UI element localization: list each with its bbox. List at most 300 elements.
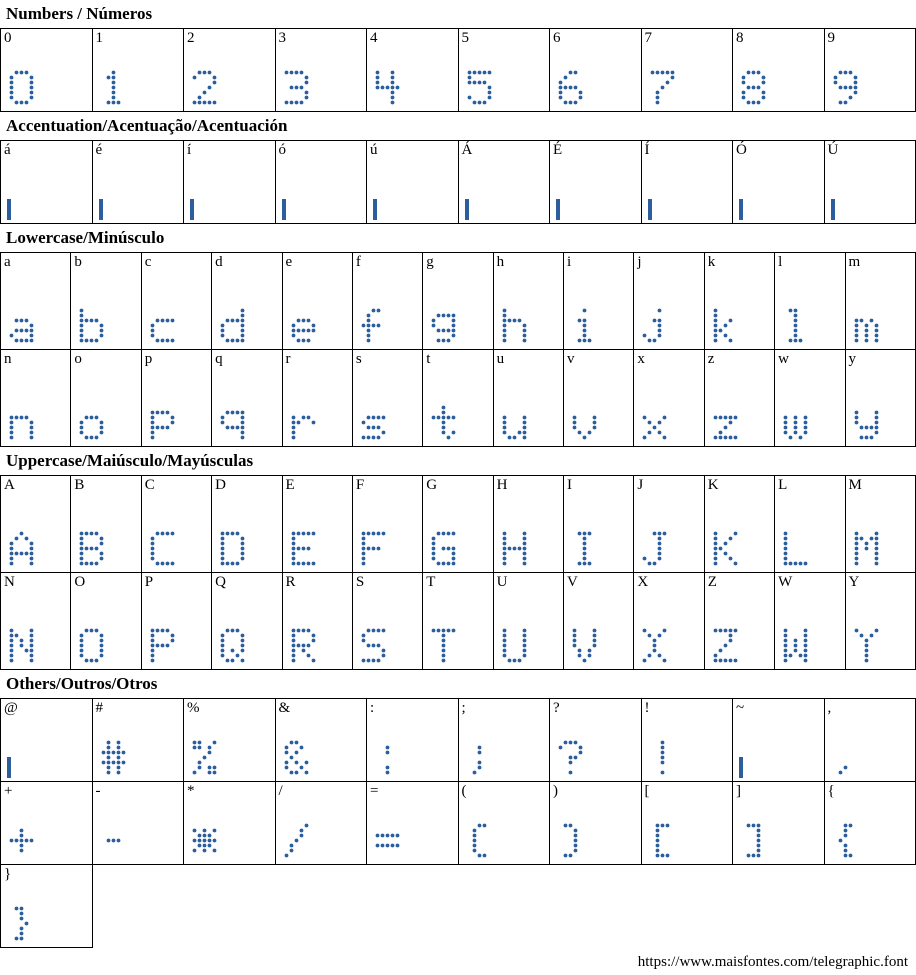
glyph-cell (1, 573, 71, 670)
glyph-preview (781, 403, 810, 442)
glyph-cell (283, 573, 353, 670)
glyph-label: é (95, 142, 103, 158)
glyph-cell (1, 699, 93, 782)
glyph-label: É (553, 142, 563, 158)
glyph-label: w (778, 351, 789, 367)
glyph-preview (831, 821, 860, 860)
glyph-label: Y (848, 574, 860, 590)
glyph-cell (775, 476, 845, 573)
glyph-cell (825, 699, 916, 782)
glyph-label: , (827, 700, 832, 716)
glyph-cell (276, 782, 368, 865)
glyph-preview (289, 403, 318, 442)
glyph-label: ~ (736, 700, 745, 716)
glyph-preview (640, 626, 669, 665)
glyph-preview (640, 306, 669, 345)
glyph-cell (423, 573, 493, 670)
glyph-cell (459, 29, 551, 112)
glyph-label: ; (461, 700, 466, 716)
glyph-preview (148, 529, 177, 568)
glyph-cell (733, 782, 825, 865)
glyph-preview (852, 403, 881, 442)
glyph-preview (640, 403, 669, 442)
glyph-preview (739, 821, 768, 860)
glyph-preview (570, 403, 599, 442)
glyph-preview (7, 626, 36, 665)
glyph-missing-box (282, 199, 286, 220)
glyph-preview (282, 738, 311, 777)
glyph-label: R (285, 574, 296, 590)
glyph-label: : (370, 700, 375, 716)
glyph-cell (494, 476, 564, 573)
glyph-preview (852, 306, 881, 345)
glyph-missing-box (7, 199, 11, 220)
glyph-cell (423, 253, 493, 350)
glyph-label: E (285, 477, 295, 493)
glyph-label: & (278, 700, 291, 716)
glyph-label: # (95, 700, 103, 716)
glyph-cell (642, 699, 734, 782)
glyph-preview (218, 529, 247, 568)
glyph-cell (212, 476, 282, 573)
glyph-preview (648, 821, 677, 860)
glyph-missing-box (190, 199, 194, 220)
glyph-preview (570, 306, 599, 345)
glyph-cell (367, 699, 459, 782)
glyph-preview (739, 68, 768, 107)
glyph-cell (71, 573, 141, 670)
glyph-preview (711, 306, 740, 345)
glyph-preview (7, 759, 11, 777)
glyph-preview (7, 821, 36, 860)
glyph-cell (1, 29, 93, 112)
glyph-cell (142, 573, 212, 670)
glyph-preview (831, 201, 835, 219)
glyph-cell (705, 573, 775, 670)
glyph-cell (353, 573, 423, 670)
glyph-cell (846, 350, 916, 447)
glyph-grid-lowercase (0, 252, 916, 447)
glyph-missing-box (739, 199, 743, 220)
glyph-preview (739, 759, 743, 777)
glyph-missing-box (99, 199, 103, 220)
glyph-grid-accentuation (0, 140, 916, 224)
glyph-preview (190, 68, 219, 107)
glyph-cell (184, 141, 276, 224)
glyph-preview (640, 529, 669, 568)
glyph-label: D (215, 477, 226, 493)
glyph-preview (465, 738, 494, 777)
glyph-cell (1, 253, 71, 350)
glyph-preview (218, 306, 247, 345)
glyph-cell (283, 476, 353, 573)
glyph-preview (852, 529, 881, 568)
glyph-preview (500, 529, 529, 568)
glyph-cell (93, 29, 185, 112)
glyph-grid-uppercase (0, 475, 916, 670)
glyph-preview (429, 306, 458, 345)
glyph-label: M (848, 477, 862, 493)
glyph-cell (142, 253, 212, 350)
glyph-label: l (778, 254, 783, 270)
glyph-label: T (426, 574, 436, 590)
section-title-numbers: Numbers / Números (6, 4, 153, 23)
glyph-label: U (496, 574, 508, 590)
glyph-label: 2 (187, 30, 195, 46)
glyph-preview (99, 201, 103, 219)
glyph-preview (648, 68, 677, 107)
glyph-grid-others (0, 698, 916, 948)
glyph-cell (825, 29, 916, 112)
glyph-preview (7, 529, 36, 568)
glyph-cell (142, 476, 212, 573)
glyph-preview (500, 626, 529, 665)
glyph-cell (1, 782, 93, 865)
glyph-label: V (567, 574, 578, 590)
glyph-preview (739, 201, 743, 219)
glyph-cell (353, 350, 423, 447)
glyph-preview (7, 904, 36, 943)
glyph-label: J (637, 477, 644, 493)
glyph-preview (190, 821, 219, 860)
glyph-cell (775, 253, 845, 350)
glyph-label: q (215, 351, 223, 367)
glyph-label: 1 (95, 30, 103, 46)
glyph-cell (212, 350, 282, 447)
glyph-label: i (567, 254, 572, 270)
glyph-preview (465, 68, 494, 107)
glyph-label: z (707, 351, 715, 367)
glyph-preview (282, 821, 311, 860)
glyph-preview (556, 201, 560, 219)
glyph-cell (550, 699, 642, 782)
glyph-label: Í (644, 142, 650, 158)
glyph-preview (711, 403, 740, 442)
glyph-label: X (637, 574, 649, 590)
glyph-label: a (4, 254, 11, 270)
glyph-cell (71, 476, 141, 573)
glyph-cell (825, 141, 916, 224)
glyph-preview (711, 529, 740, 568)
glyph-missing-box (7, 757, 11, 778)
glyph-label: ó (278, 142, 286, 158)
glyph-preview (218, 626, 247, 665)
glyph-missing-box (373, 199, 377, 220)
glyph-cell (367, 141, 459, 224)
glyph-cell (93, 141, 185, 224)
glyph-preview (429, 626, 458, 665)
glyph-label: u (496, 351, 505, 367)
glyph-cell (634, 253, 704, 350)
glyph-cell (564, 476, 634, 573)
glyph-preview (148, 626, 177, 665)
glyph-label: j (637, 254, 642, 270)
glyph-label: ) (553, 783, 558, 799)
glyph-preview (7, 306, 36, 345)
glyph-preview (7, 201, 11, 219)
glyph-cell (642, 29, 734, 112)
glyph-label: s (355, 351, 362, 367)
glyph-preview (781, 626, 810, 665)
glyph-label: o (74, 351, 82, 367)
glyph-cell (494, 253, 564, 350)
glyph-cell (367, 782, 459, 865)
glyph-cell (1, 865, 93, 948)
glyph-label: C (144, 477, 155, 493)
glyph-label: 7 (644, 30, 652, 46)
glyph-preview (218, 403, 247, 442)
glyph-cell (367, 29, 459, 112)
glyph-cell (423, 350, 493, 447)
glyph-preview (570, 529, 599, 568)
glyph-cell (212, 253, 282, 350)
glyph-cell (423, 476, 493, 573)
glyph-label: 4 (370, 30, 378, 46)
glyph-preview (781, 529, 810, 568)
glyph-cell (634, 350, 704, 447)
glyph-cell (634, 476, 704, 573)
glyph-preview (429, 403, 458, 442)
glyph-cell (550, 782, 642, 865)
glyph-label: r (285, 351, 291, 367)
glyph-label: 0 (4, 30, 12, 46)
glyph-label: m (848, 254, 861, 270)
glyph-preview (648, 201, 652, 219)
glyph-label: G (426, 477, 438, 493)
glyph-label: F (355, 477, 365, 493)
glyph-label: c (144, 254, 152, 270)
glyph-label: h (496, 254, 505, 270)
glyph-preview (289, 529, 318, 568)
glyph-label: t (426, 351, 431, 367)
glyph-cell (276, 141, 368, 224)
glyph-cell (93, 699, 185, 782)
section-title-others: Others/Outros/Otros (6, 674, 158, 693)
glyph-cell (459, 141, 551, 224)
glyph-cell (212, 573, 282, 670)
glyph-cell (846, 573, 916, 670)
glyph-preview (373, 821, 402, 860)
glyph-preview (831, 738, 860, 777)
glyph-preview (648, 738, 677, 777)
glyph-preview (148, 403, 177, 442)
glyph-label: f (355, 254, 361, 270)
section-title-accentuation: Accentuation/Acentuação/Acentuación (6, 116, 288, 135)
glyph-preview (99, 738, 128, 777)
glyph-label: A (4, 477, 15, 493)
glyph-preview (7, 68, 36, 107)
glyph-preview (77, 626, 106, 665)
glyph-label: 3 (278, 30, 286, 46)
glyph-cell (353, 476, 423, 573)
glyph-label: - (95, 783, 101, 799)
glyph-label: ] (736, 783, 741, 799)
glyph-label: N (4, 574, 15, 590)
glyph-preview (465, 821, 494, 860)
glyph-label: { (827, 783, 835, 799)
glyph-cell (642, 141, 734, 224)
glyph-label: n (4, 351, 12, 367)
glyph-preview (429, 529, 458, 568)
glyph-preview (148, 306, 177, 345)
glyph-label: ú (370, 142, 378, 158)
glyph-cell (494, 573, 564, 670)
glyph-preview (831, 68, 860, 107)
glyph-preview (556, 821, 585, 860)
glyph-label: b (74, 254, 82, 270)
glyph-cell (705, 476, 775, 573)
glyph-label: % (187, 700, 200, 716)
glyph-preview (373, 68, 402, 107)
glyph-preview (359, 626, 388, 665)
glyph-preview (99, 68, 128, 107)
glyph-cell (93, 782, 185, 865)
glyph-label: P (144, 574, 154, 590)
glyph-preview (289, 306, 318, 345)
glyph-preview (556, 738, 585, 777)
glyph-cell (184, 699, 276, 782)
glyph-label: x (637, 351, 645, 367)
glyph-preview (359, 403, 388, 442)
glyph-preview (359, 306, 388, 345)
glyph-preview (781, 306, 810, 345)
glyph-preview (77, 529, 106, 568)
glyph-label: Q (215, 574, 226, 590)
glyph-cell (459, 699, 551, 782)
glyph-label: L (778, 477, 788, 493)
glyph-preview (282, 201, 286, 219)
glyph-preview (99, 821, 128, 860)
glyph-label: g (426, 254, 434, 270)
glyph-cell (283, 253, 353, 350)
section-title-lowercase: Lowercase/Minúsculo (6, 228, 165, 247)
glyph-label: d (215, 254, 223, 270)
glyph-label: / (278, 783, 283, 799)
glyph-cell (71, 350, 141, 447)
glyph-label: ! (644, 700, 650, 716)
glyph-cell (775, 350, 845, 447)
glyph-label: e (285, 254, 293, 270)
glyph-label: * (187, 783, 195, 799)
glyph-cell (276, 29, 368, 112)
glyph-label: 8 (736, 30, 744, 46)
glyph-cell (494, 350, 564, 447)
glyph-label: Z (707, 574, 717, 590)
glyph-preview (190, 738, 219, 777)
glyph-cell (1, 350, 71, 447)
glyph-preview (500, 306, 529, 345)
glyph-cell (846, 253, 916, 350)
glyph-cell (733, 141, 825, 224)
glyph-label: y (848, 351, 856, 367)
glyph-preview (359, 529, 388, 568)
glyph-cell (705, 253, 775, 350)
glyph-cell (276, 699, 368, 782)
glyph-cell (550, 141, 642, 224)
glyph-label: @ (4, 700, 18, 716)
glyph-missing-box (648, 199, 652, 220)
glyph-label: 6 (553, 30, 561, 46)
glyph-cell (846, 476, 916, 573)
glyph-label: K (707, 477, 719, 493)
glyph-label: [ (644, 783, 650, 799)
glyph-label: ( (461, 783, 467, 799)
glyph-preview (500, 403, 529, 442)
glyph-cell (142, 350, 212, 447)
glyph-missing-box (556, 199, 560, 220)
glyph-cell (733, 29, 825, 112)
glyph-label: Á (461, 142, 473, 158)
glyph-cell (775, 573, 845, 670)
glyph-cell (642, 782, 734, 865)
glyph-preview (190, 201, 194, 219)
glyph-label: W (778, 574, 793, 590)
glyph-cell (564, 253, 634, 350)
glyph-label: S (355, 574, 365, 590)
glyph-missing-box (831, 199, 835, 220)
glyph-label: = (370, 783, 379, 799)
glyph-preview (711, 626, 740, 665)
glyph-label: O (74, 574, 86, 590)
glyph-missing-box (739, 757, 743, 778)
glyph-missing-box (465, 199, 469, 220)
glyph-preview (556, 68, 585, 107)
glyph-preview (465, 201, 469, 219)
glyph-cell (353, 253, 423, 350)
glyph-label: v (567, 351, 575, 367)
glyph-cell (564, 573, 634, 670)
glyph-label: + (4, 783, 13, 799)
glyph-label: ? (553, 700, 560, 716)
glyph-label: 5 (461, 30, 469, 46)
glyph-label: 9 (827, 30, 835, 46)
glyph-preview (852, 626, 881, 665)
section-title-uppercase: Uppercase/Maiúsculo/Mayúsculas (6, 451, 254, 470)
glyph-label: H (496, 477, 508, 493)
glyph-cell (459, 782, 551, 865)
glyph-label: } (4, 866, 12, 882)
glyph-cell (1, 141, 93, 224)
glyph-preview (282, 68, 311, 107)
glyph-preview (373, 201, 377, 219)
glyph-cell (550, 29, 642, 112)
glyph-grid-numbers (0, 28, 916, 112)
glyph-label: I (567, 477, 572, 493)
glyph-preview (77, 306, 106, 345)
glyph-cell (564, 350, 634, 447)
source-url: https://www.maisfontes.com/telegraphic.font (637, 954, 908, 970)
glyph-cell (634, 573, 704, 670)
glyph-label: í (187, 142, 192, 158)
glyph-label: k (707, 254, 716, 270)
glyph-cell (184, 782, 276, 865)
glyph-label: p (144, 351, 153, 367)
glyph-label: á (4, 142, 11, 158)
glyph-cell (71, 253, 141, 350)
glyph-label: Ú (827, 142, 839, 158)
glyph-label: B (74, 477, 85, 493)
glyph-preview (77, 403, 106, 442)
glyph-preview (373, 738, 402, 777)
glyph-cell (705, 350, 775, 447)
glyph-preview (7, 403, 36, 442)
glyph-cell (825, 782, 916, 865)
glyph-cell (733, 699, 825, 782)
glyph-preview (289, 626, 318, 665)
glyph-preview (570, 626, 599, 665)
glyph-label: Ó (736, 142, 747, 158)
glyph-cell (1, 476, 71, 573)
